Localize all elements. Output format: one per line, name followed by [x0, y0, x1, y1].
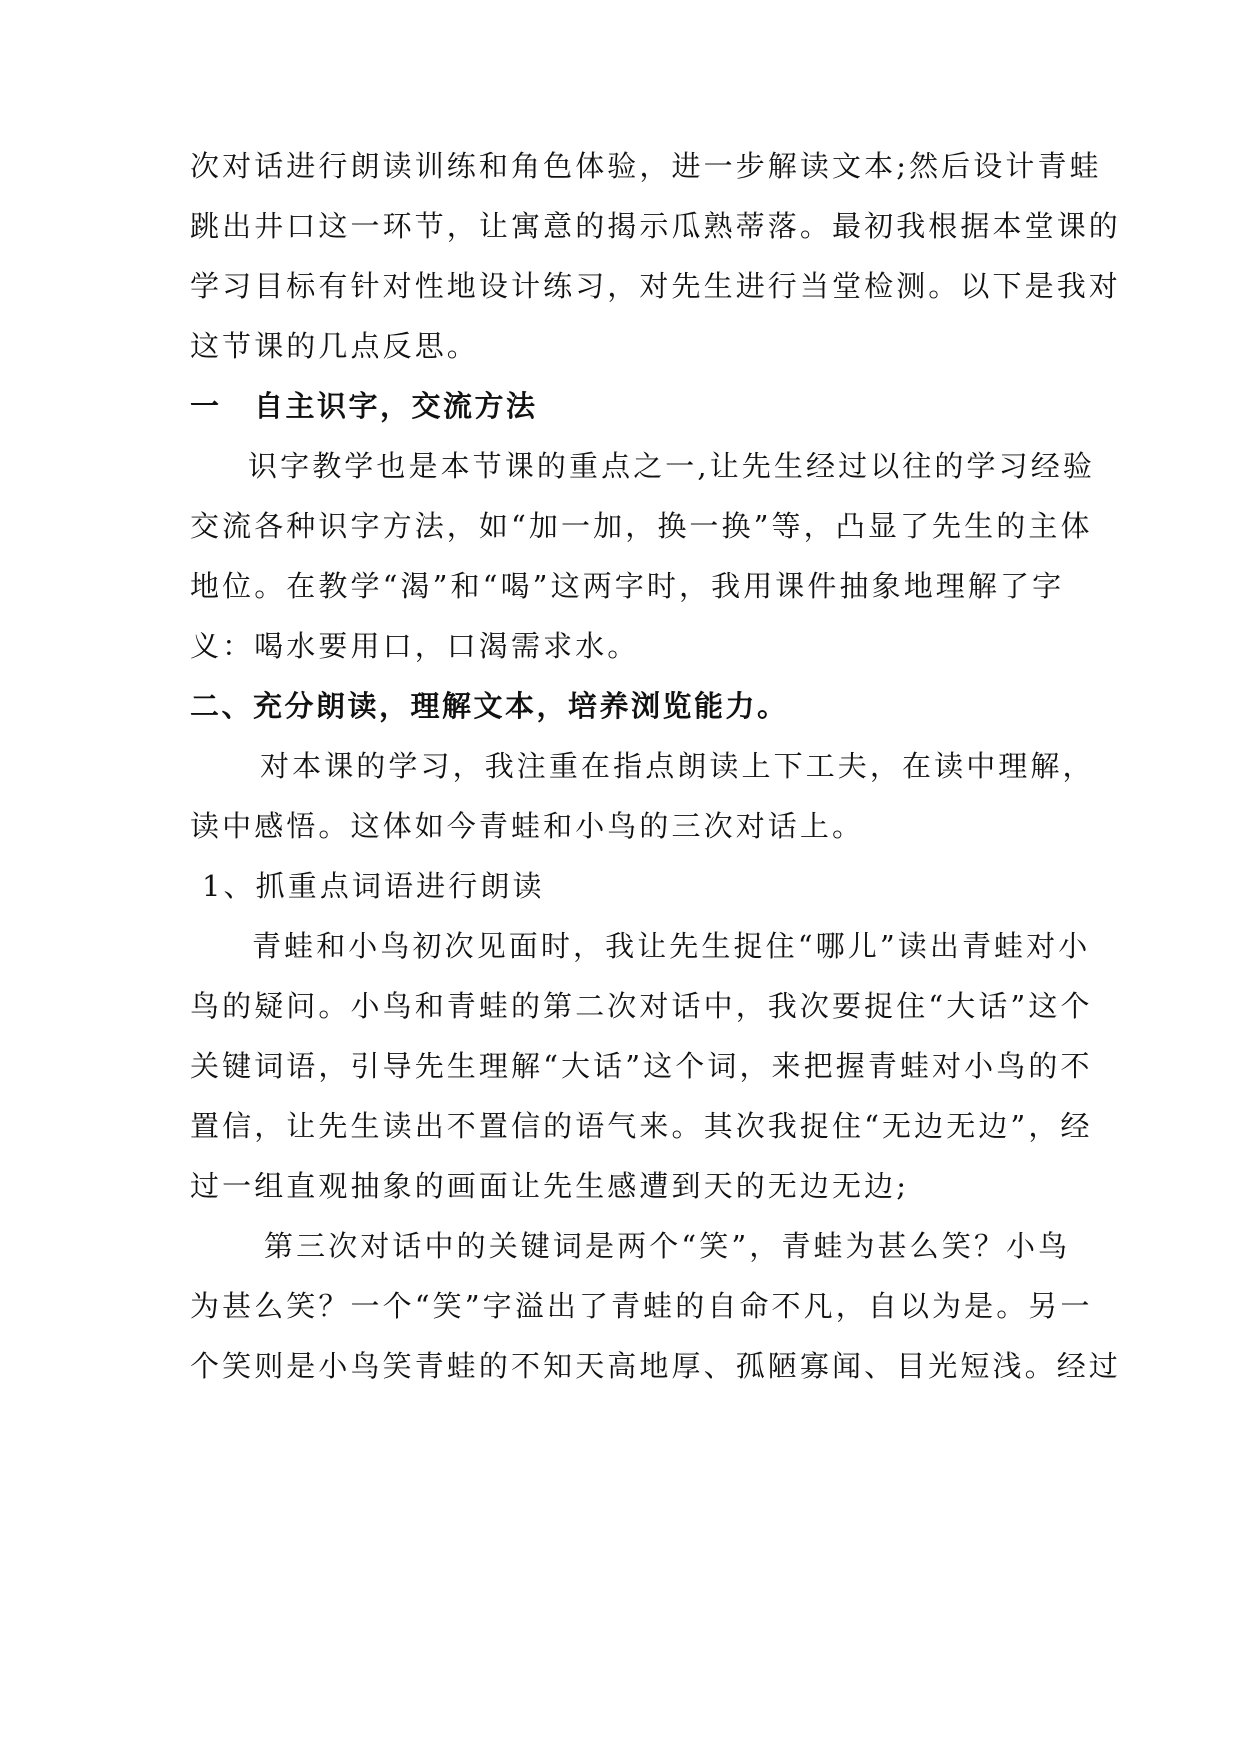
- text-line: 义：喝水要用口，口渴需求水。: [190, 629, 640, 663]
- text-line: 置信，让先生读出不置信的语气来。其次我捉住“无边无边”，经: [190, 1109, 1093, 1143]
- text-line: 鸟的疑问。小鸟和青蛙的第二次对话中，我次要捉住“大话”这个: [190, 989, 1093, 1023]
- text-line: 次对话进行朗读训练和角色体验，进一步解读文本;然后设计青蛙: [190, 149, 1102, 183]
- text-line: 读中感悟。这体如今青蛙和小鸟的三次对话上。: [190, 809, 865, 843]
- text-line: 识字教学也是本节课的重点之一,让先生经过以往的学习经验: [248, 449, 1095, 483]
- text-line: 学习目标有针对性地设计练习，对先生进行当堂检测。以下是我对: [190, 269, 1121, 303]
- section-number: 一: [190, 389, 222, 423]
- section-heading-1: [190, 386, 1050, 426]
- text-line: 第三次对话中的关键词是两个“笑”，青蛙为甚么笑？小鸟: [264, 1229, 1071, 1263]
- text-line: 个笑则是小鸟笑青蛙的不知天高地厚、孤陋寡闻、目光短浅。经过: [190, 1349, 1121, 1383]
- text-line: 过一组直观抽象的画面让先生感遭到天的无边无边;: [190, 1169, 910, 1203]
- text-line: 地位。在教学“渴”和“喝”这两字时，我用课件抽象地理解了字: [190, 569, 1065, 603]
- text-line: 关键词语，引导先生理解“大话”这个词，来把握青蛙对小鸟的不: [190, 1049, 1093, 1083]
- text-line: 这节课的几点反思。: [190, 329, 479, 363]
- section-title: 自主识字，交流方法: [254, 389, 538, 423]
- section-heading-2: 二、充分朗读，理解文本，培养浏览能力。: [190, 689, 789, 723]
- text-line: 跳出井口这一环节，让寓意的揭示瓜熟蒂落。最初我根据本堂课的: [190, 209, 1121, 243]
- text-line: 青蛙和小鸟初次见面时，我让先生捉住“哪儿”读出青蛙对小: [252, 929, 1091, 963]
- text-line: 为甚么笑？一个“笑”字溢出了青蛙的自命不凡，自以为是。另一: [190, 1289, 1093, 1323]
- list-item-heading: 1、抓重点词语进行朗读: [202, 869, 545, 903]
- text-line: 交流各种识字方法，如“加一加，换一换”等，凸显了先生的主体: [190, 509, 1093, 543]
- text-line: 对本课的学习，我注重在指点朗读上下工夫，在读中理解，: [260, 749, 1095, 783]
